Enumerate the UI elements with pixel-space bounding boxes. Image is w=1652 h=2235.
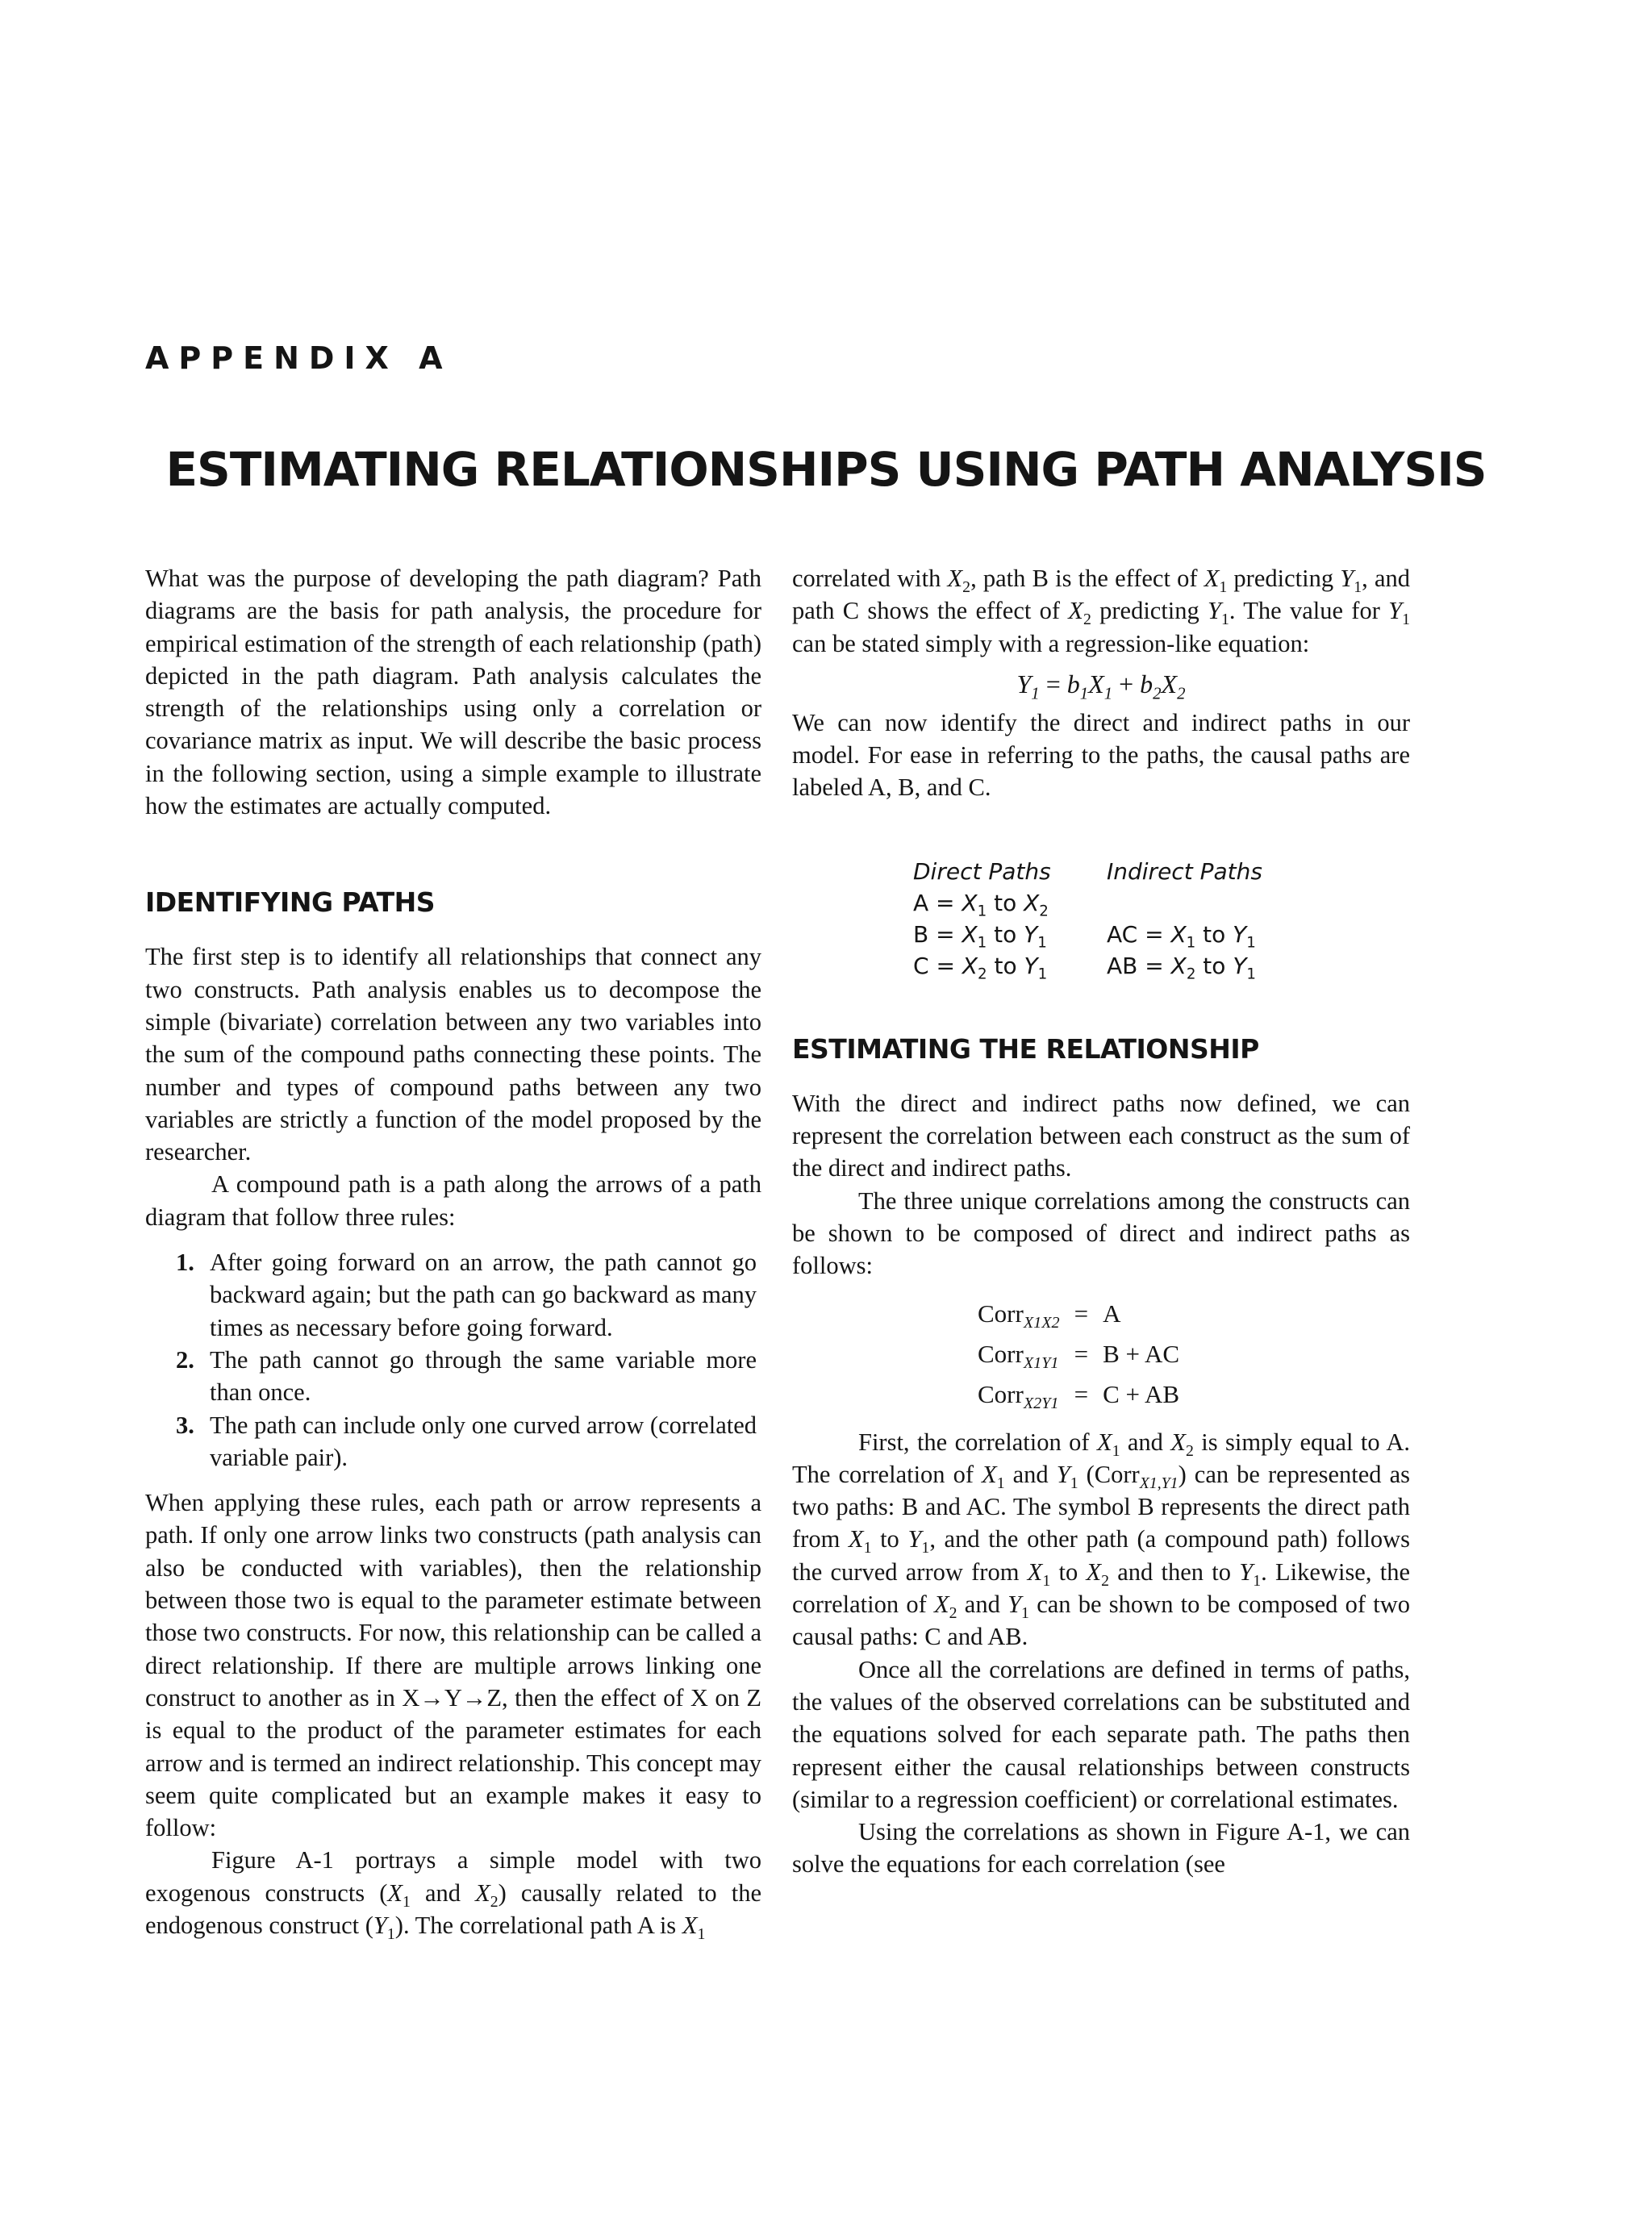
text-fragment: 1 bbox=[863, 1539, 872, 1557]
text-fragment: + bbox=[1112, 669, 1141, 698]
text-fragment: , and the other path (a compound path) follows the curved arrow from bbox=[792, 1525, 1410, 1586]
identifying-paragraph-2: A compound path is a path along the arrows of a path diagram that follow three rules: bbox=[145, 1170, 761, 1231]
text-fragment: Y bbox=[1024, 952, 1038, 979]
applying-rules-paragraph: When applying these rules, each path or arrow represents a path. If only one arrow links two constructs (path analysis can also be conducted with variables), then the relationship between those two is equal to the parameter estimate between those two constructs. For now, this relationship can be called a direct relationship. If there are multiple arrows linking one construct to another as in X→Y→Z, then the effect of X on Z is equal to the product of the parameter estimates for each arrow and is termed an indirect relationship. This concept may seem quite complicated but an example makes it easy to follow: bbox=[145, 1489, 761, 1842]
heading-identifying-paths: IDENTIFYING PATHS bbox=[145, 886, 436, 919]
path-cell bbox=[1107, 887, 1262, 919]
once-correlations-paragraph: Once all the correlations are defined in terms of paths, the values of the observed correlations can be substituted and the equations solved for each separate path. The paths then represent either the causal relationships between constructs (similar to a regression coefficient) or correlational estimates. bbox=[792, 1655, 1410, 1813]
text-fragment: 1 bbox=[1021, 1604, 1029, 1623]
correlation-equations bbox=[978, 1294, 1179, 1415]
text-fragment: 1 bbox=[1042, 1571, 1051, 1590]
text-fragment: 1 bbox=[1103, 684, 1113, 703]
regression-equation bbox=[792, 668, 1410, 703]
text-fragment: X bbox=[934, 1591, 949, 1619]
text-fragment: Y bbox=[1056, 1460, 1070, 1488]
correlation-rhs: C + AB bbox=[1103, 1379, 1180, 1408]
text-fragment: and then to bbox=[1109, 1557, 1240, 1586]
text-fragment: b bbox=[1066, 669, 1080, 698]
text-fragment: X bbox=[982, 1460, 997, 1488]
text-fragment: 1 bbox=[403, 1892, 411, 1911]
using-correlations-paragraph: Using the correlations as shown in Figure A-1, we can solve the equations for each correlation (see bbox=[792, 1818, 1410, 1878]
text-fragment: 1 bbox=[1221, 611, 1229, 629]
correlation-rhs: B + AC bbox=[1103, 1339, 1180, 1368]
list-text: The path can include only one curved arrow (correlated variable pair). bbox=[210, 1411, 757, 1471]
text-fragment: A = bbox=[913, 889, 962, 916]
text-fragment: Y bbox=[1233, 920, 1247, 948]
text-fragment: 1 bbox=[1037, 965, 1048, 983]
text-fragment: X bbox=[962, 952, 978, 979]
list-number: 3. bbox=[176, 1411, 194, 1439]
text-fragment: . The value for bbox=[1229, 597, 1389, 625]
text-fragment: 2 bbox=[1083, 611, 1091, 629]
text-fragment: predicting bbox=[1227, 565, 1341, 592]
text-fragment: X1,Y1 bbox=[1139, 1474, 1179, 1492]
text-fragment: X1X2 bbox=[1023, 1313, 1060, 1332]
direct-paths-header: Direct Paths bbox=[913, 857, 1051, 885]
text-fragment: to bbox=[987, 952, 1024, 979]
text-fragment: Corr bbox=[978, 1339, 1024, 1368]
text-fragment: X bbox=[1170, 920, 1187, 948]
text-fragment: 1 bbox=[1246, 934, 1256, 952]
text-fragment: B = bbox=[913, 920, 962, 948]
text-fragment: b bbox=[1140, 669, 1153, 698]
text-fragment: to bbox=[1050, 1557, 1087, 1586]
table-row bbox=[913, 919, 1262, 950]
text-fragment: X bbox=[1096, 1428, 1112, 1456]
text-fragment: to bbox=[987, 889, 1024, 916]
text-fragment: 1 bbox=[386, 1925, 395, 1944]
text-fragment: X bbox=[1024, 889, 1040, 916]
equals-sign: = bbox=[1074, 1339, 1089, 1368]
text-fragment: 1 bbox=[1253, 1571, 1262, 1590]
text-fragment: X bbox=[387, 1878, 403, 1907]
text-fragment: 1 bbox=[921, 1539, 930, 1557]
text-fragment: (Corr bbox=[1078, 1460, 1140, 1488]
text-fragment: X1Y1 bbox=[1023, 1353, 1059, 1372]
text-fragment: Y bbox=[1388, 597, 1403, 625]
text-fragment: can be shown to be composed of two causal paths: C and AB. bbox=[792, 1591, 1410, 1651]
appendix-label: APPENDIX A bbox=[145, 340, 453, 376]
text-fragment: X bbox=[682, 1911, 698, 1939]
text-fragment: 1 bbox=[1079, 684, 1089, 703]
text-fragment: 2 bbox=[490, 1892, 499, 1911]
list-text: After going forward on an arrow, the path cannot go backward again; but the path can go backward as many times as necessary before going forward. bbox=[210, 1249, 757, 1341]
text-fragment: to bbox=[871, 1525, 908, 1553]
text-fragment: X bbox=[1088, 669, 1104, 698]
text-fragment: Corr bbox=[978, 1299, 1024, 1328]
text-fragment: X bbox=[1086, 1557, 1102, 1586]
text-fragment: 2 bbox=[1185, 1441, 1194, 1460]
text-fragment: 2 bbox=[1101, 1571, 1109, 1590]
correlation-lhs bbox=[978, 1374, 1060, 1415]
text-fragment: , path B is the effect of bbox=[970, 565, 1204, 592]
text-fragment: 1 bbox=[977, 903, 987, 920]
list-item bbox=[145, 1409, 761, 1474]
text-fragment: ) causally related to the endogenous construct ( bbox=[145, 1878, 761, 1939]
text-fragment: 1 bbox=[996, 1474, 1005, 1492]
first-correlation-paragraph bbox=[792, 1426, 1410, 1653]
text-fragment: X bbox=[962, 920, 978, 948]
table-row bbox=[978, 1334, 1179, 1374]
text-fragment: X bbox=[1161, 669, 1178, 698]
text-fragment: Y bbox=[1239, 1557, 1254, 1586]
text-fragment: Y bbox=[1233, 952, 1247, 979]
figure-description-paragraph bbox=[145, 1844, 761, 1944]
text-fragment: 2 bbox=[1186, 965, 1196, 983]
text-fragment: , and path C shows the effect of bbox=[792, 565, 1411, 625]
text-fragment: 1 bbox=[697, 1925, 706, 1944]
text-fragment: First, the correlation of bbox=[858, 1428, 1097, 1456]
text-fragment: 2 bbox=[949, 1604, 957, 1623]
text-fragment: correlated with bbox=[792, 565, 948, 592]
list-text: The path cannot go through the same variable more than once. bbox=[210, 1345, 757, 1407]
correlation-lhs bbox=[978, 1294, 1060, 1334]
text-fragment: X bbox=[1170, 1428, 1186, 1456]
text-fragment: 1 bbox=[1354, 578, 1362, 597]
text-fragment: Corr bbox=[978, 1379, 1024, 1408]
correlation-rhs: A bbox=[1103, 1299, 1121, 1328]
text-fragment: . Likewise, the correlation of bbox=[792, 1557, 1410, 1619]
right-column bbox=[792, 562, 1410, 1881]
text-fragment: Y bbox=[1007, 1591, 1022, 1619]
table-row bbox=[913, 887, 1262, 919]
list-number: 2. bbox=[176, 1345, 194, 1374]
text-fragment: 2 bbox=[978, 965, 987, 983]
page-title: ESTIMATING RELATIONSHIPS USING PATH ANALYSIS bbox=[165, 442, 1487, 497]
text-fragment: 1 bbox=[1246, 965, 1256, 983]
text-fragment: and bbox=[410, 1878, 476, 1907]
path-cell bbox=[1107, 950, 1262, 982]
table-row bbox=[978, 1294, 1179, 1334]
text-fragment: Y bbox=[1340, 565, 1354, 592]
text-fragment: to bbox=[1195, 952, 1233, 979]
text-fragment: 2 bbox=[962, 578, 971, 597]
identifying-paragraph-1: The first step is to identify all relationships that connect any two constructs. Path analysis enables us to decompose the simple (bivariate) correlation between any two variables into the sum of the compound paths connecting these points. The number and types of compound paths between any two variables are strictly a function of the model proposed by the researcher. bbox=[145, 943, 761, 1166]
left-column bbox=[145, 562, 761, 1944]
estimating-paragraph-1: With the direct and indirect paths now defined, we can represent the correlation between each construct as the sum of the direct and indirect paths. bbox=[792, 1089, 1410, 1182]
indirect-paths-header: Indirect Paths bbox=[1107, 857, 1262, 885]
text-fragment: 1 bbox=[1402, 611, 1410, 629]
heading-estimating-relationship: ESTIMATING THE RELATIONSHIP bbox=[792, 1032, 1259, 1065]
text-fragment: to bbox=[987, 920, 1024, 948]
text-fragment: 1 bbox=[1219, 578, 1228, 597]
intro-paragraph: What was the purpose of developing the path diagram? Path diagrams are the basis for path analysis, the procedure for empirical estimation of the strength of each relationship (path) depicted in the path diagram. Path analysis calculates the strength of the relationships using only a correlation or covariance matrix as input. We will describe the basic process in the following section, using a simple example to illustrate how the estimates are actually computed. bbox=[145, 565, 761, 820]
text-fragment: predicting bbox=[1091, 597, 1208, 625]
text-fragment: C = bbox=[913, 952, 962, 979]
text-fragment: X bbox=[962, 889, 978, 916]
text-fragment: X bbox=[947, 565, 963, 592]
text-fragment: can be stated simply with a regression-like equation: bbox=[792, 629, 1310, 657]
text-fragment: ) can be represented as two paths: B and AC. The symbol B represents the direct path from bbox=[792, 1460, 1410, 1553]
text-fragment: Y bbox=[907, 1525, 922, 1553]
text-fragment: X bbox=[1204, 565, 1220, 592]
text-fragment: X bbox=[475, 1878, 490, 1907]
text-fragment: Y bbox=[373, 1911, 387, 1939]
text-fragment: Y bbox=[1208, 597, 1222, 625]
table-row bbox=[978, 1374, 1179, 1415]
text-fragment: X bbox=[848, 1525, 864, 1553]
text-fragment: 1 bbox=[1031, 684, 1040, 703]
text-fragment: AC = bbox=[1107, 920, 1171, 948]
text-fragment: ). The correlational path A is bbox=[394, 1911, 682, 1939]
text-fragment: and bbox=[1004, 1460, 1057, 1488]
text-fragment: and bbox=[957, 1591, 1008, 1619]
text-fragment: Y bbox=[1024, 920, 1038, 948]
text-fragment: X bbox=[1068, 597, 1083, 625]
text-fragment: to bbox=[1195, 920, 1233, 948]
text-fragment: 2 bbox=[1153, 684, 1162, 703]
estimating-paragraph-2: The three unique correlations among the constructs can be shown to be composed of direct and indirect paths as follows: bbox=[792, 1186, 1410, 1280]
list-number: 1. bbox=[176, 1249, 194, 1277]
text-fragment: is simply equal to A. The correlation of bbox=[792, 1428, 1411, 1488]
table-row bbox=[913, 950, 1262, 982]
correlation-lhs bbox=[978, 1334, 1060, 1374]
text-fragment: 1 bbox=[977, 934, 987, 952]
equals-sign: = bbox=[1074, 1379, 1089, 1408]
paths-intro-paragraph: We can now identify the direct and indirect paths in our model. For ease in referring to the paths, the causal paths are labeled A, B, and C. bbox=[792, 708, 1410, 802]
text-fragment: Figure A-1 portrays a simple model with two exogenous constructs ( bbox=[145, 1846, 761, 1907]
equals-sign: = bbox=[1074, 1299, 1089, 1328]
text-fragment: 1 bbox=[1112, 1441, 1120, 1460]
text-fragment: 2 bbox=[1177, 684, 1186, 703]
continued-paragraph bbox=[792, 562, 1410, 660]
path-cell bbox=[913, 950, 1107, 982]
path-cell bbox=[1107, 919, 1262, 950]
rules-list bbox=[145, 1246, 761, 1474]
text-fragment: 1 bbox=[1186, 934, 1196, 952]
text-fragment: and bbox=[1120, 1428, 1171, 1456]
text-fragment: Y bbox=[1016, 669, 1032, 698]
text-fragment: 2 bbox=[1039, 903, 1049, 920]
text-fragment: 1 bbox=[1070, 1474, 1078, 1492]
text-fragment: AB = bbox=[1107, 952, 1171, 979]
paths-table bbox=[913, 856, 1262, 982]
path-cell bbox=[913, 919, 1107, 950]
text-fragment: X2Y1 bbox=[1023, 1394, 1059, 1412]
list-item bbox=[145, 1344, 761, 1409]
text-fragment: 1 bbox=[1037, 934, 1047, 952]
path-cell bbox=[913, 887, 1107, 919]
text-fragment: X bbox=[1027, 1557, 1043, 1586]
text-fragment: = bbox=[1039, 669, 1067, 698]
text-fragment: X bbox=[1170, 952, 1187, 979]
list-item bbox=[145, 1246, 761, 1344]
